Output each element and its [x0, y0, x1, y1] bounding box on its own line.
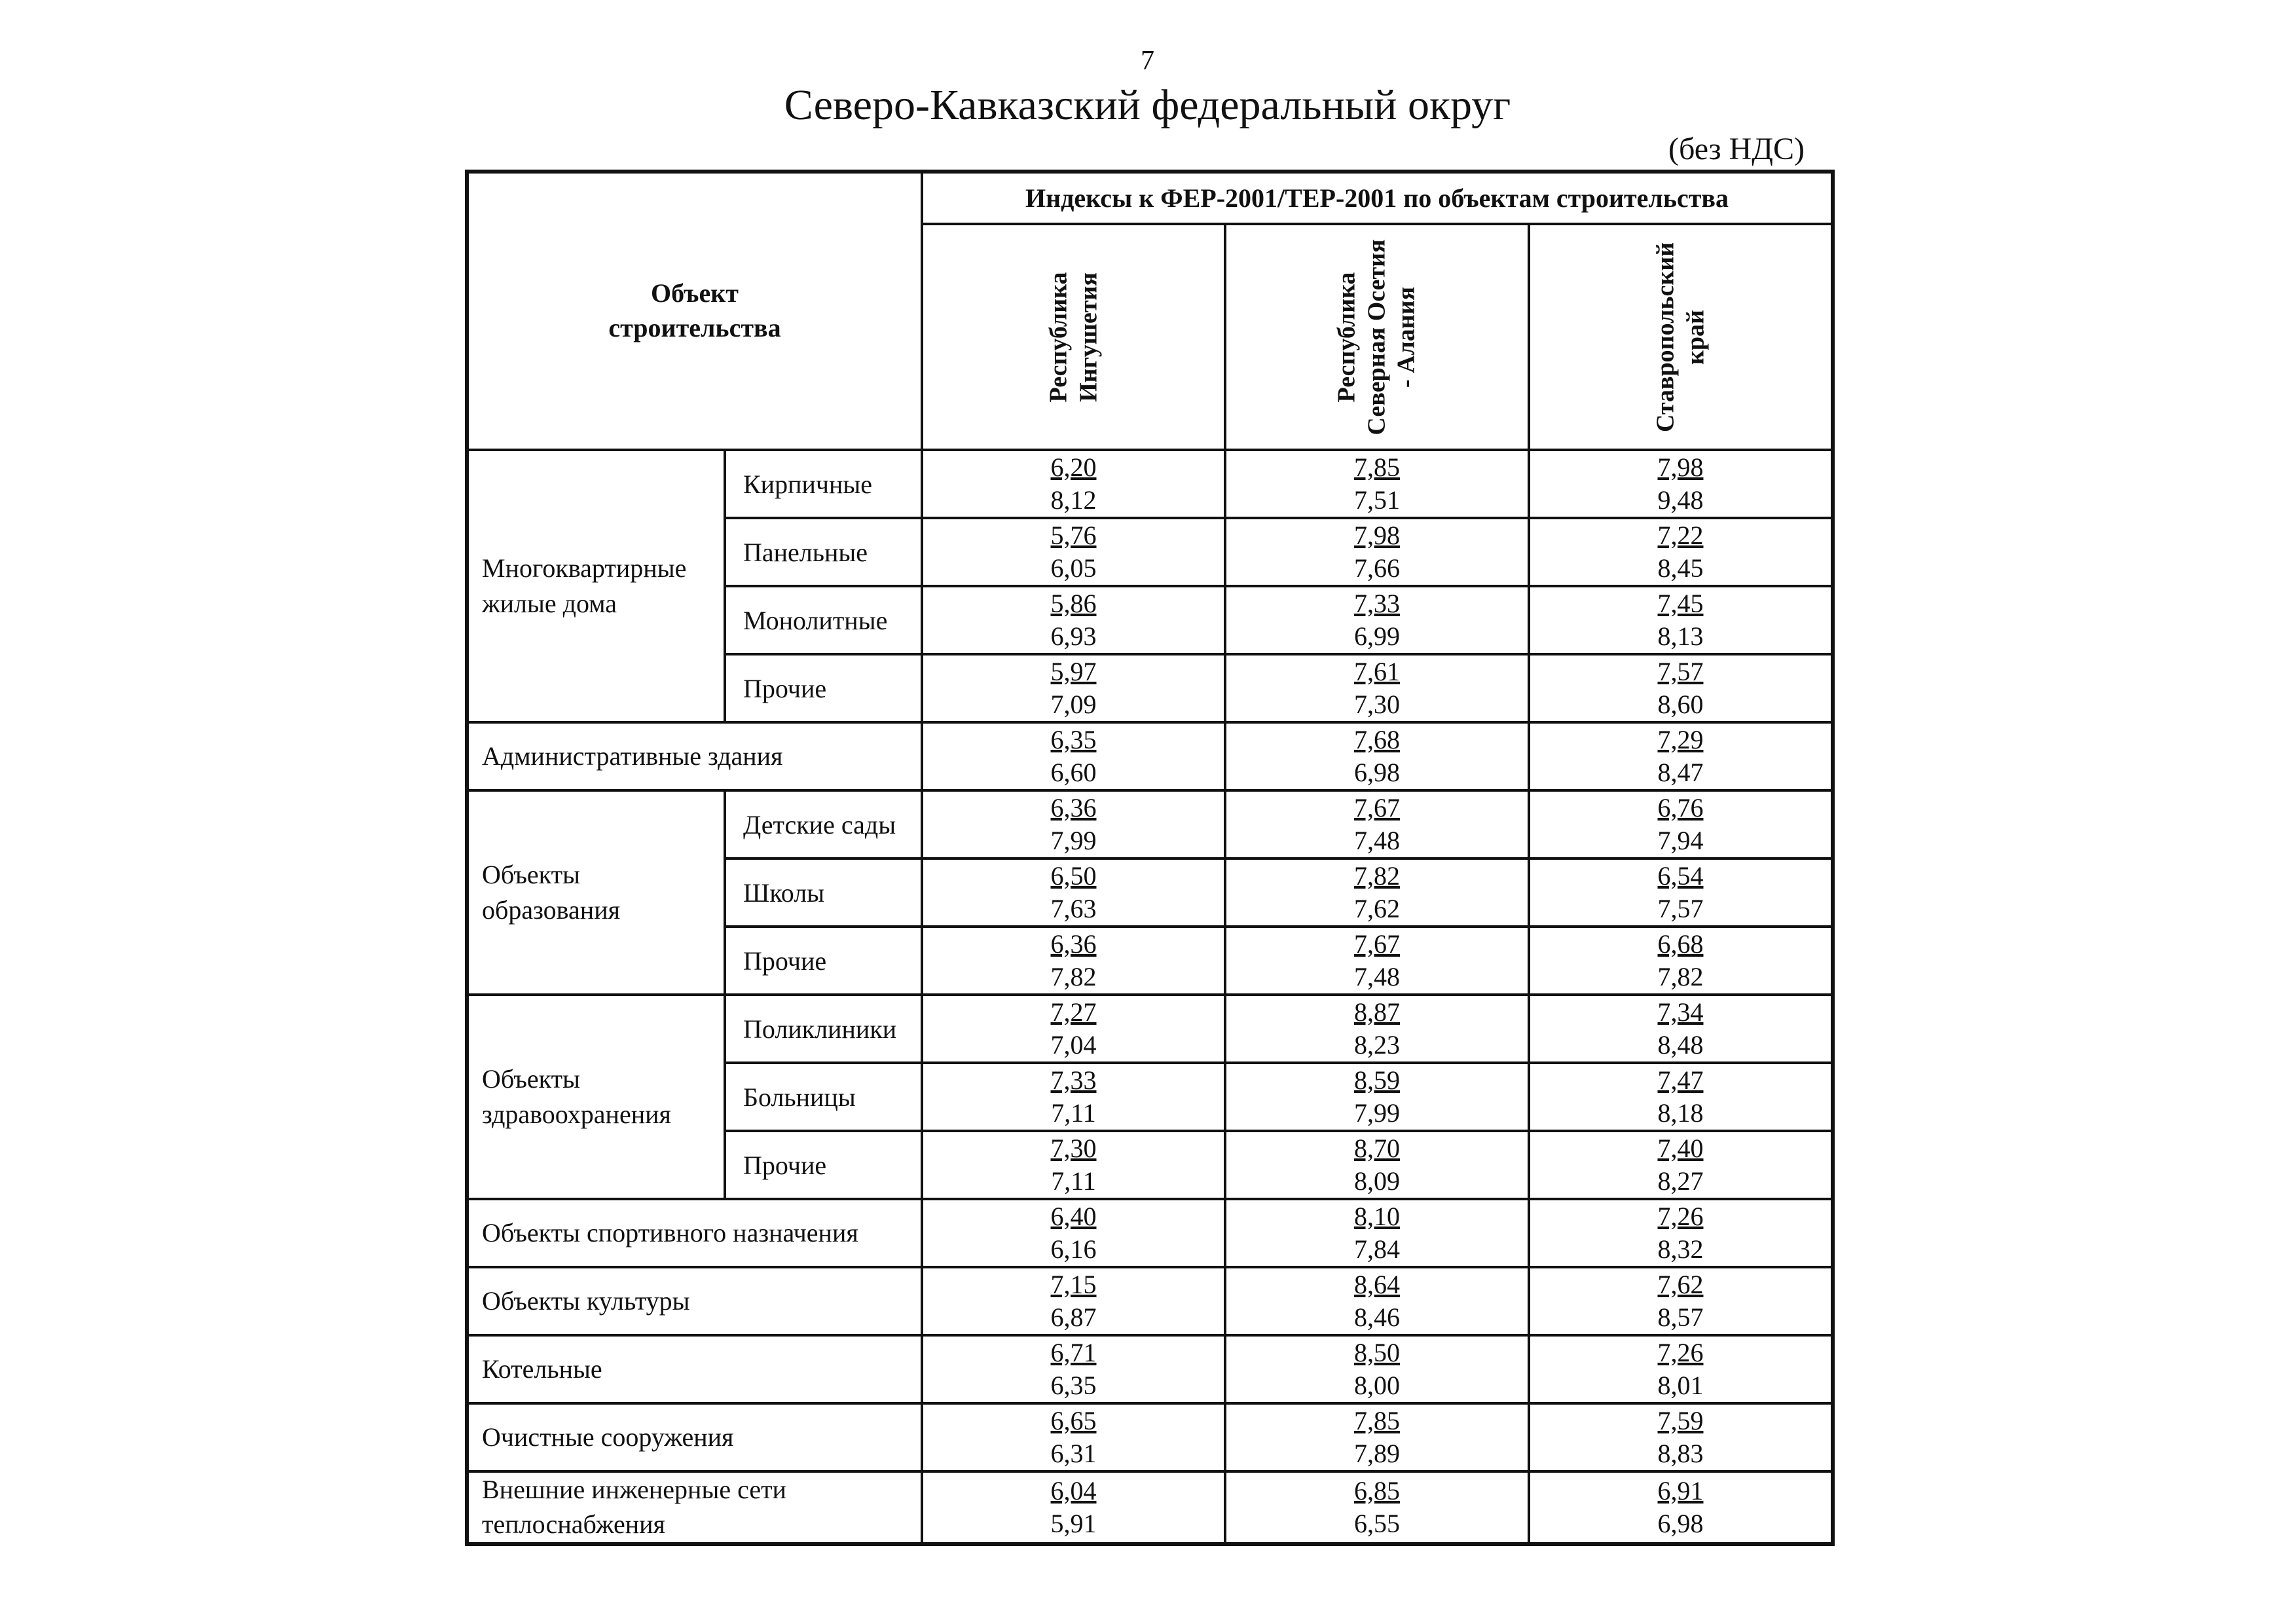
index-value-cell [922, 790, 1225, 858]
index-value-fer: 7,34 [1657, 997, 1704, 1027]
index-value-ter: 9,48 [1657, 485, 1704, 515]
index-value-ter: 6,87 [1050, 1302, 1097, 1332]
object-group-line: Многоквартирные [482, 553, 687, 583]
index-value-cell [922, 450, 1225, 518]
index-value-cell [1529, 1335, 1833, 1403]
index-value-cell [922, 858, 1225, 927]
index-value-ter: 8,12 [1050, 485, 1097, 515]
index-value-ter: 8,83 [1657, 1439, 1704, 1468]
index-value-fer: 8,50 [1354, 1338, 1400, 1367]
index-value-fer: 7,82 [1354, 861, 1400, 891]
index-value-cell [1225, 790, 1529, 858]
index-value-fer: 6,04 [1050, 1475, 1097, 1505]
index-value-ter: 7,66 [1354, 553, 1400, 583]
index-value-ter: 7,04 [1050, 1030, 1097, 1060]
index-value-ter: 6,16 [1050, 1234, 1097, 1264]
object-subtype-label: Больницы [725, 1063, 922, 1131]
index-value-fer: 6,40 [1050, 1202, 1097, 1231]
object-group-label [467, 722, 922, 790]
index-value-fer: 7,62 [1657, 1270, 1704, 1299]
index-value-ter: 8,32 [1657, 1234, 1704, 1264]
table-row [467, 722, 1833, 790]
object-group-label [467, 1403, 922, 1471]
index-value-cell [922, 1471, 1225, 1544]
index-value-fer: 7,67 [1354, 793, 1400, 822]
object-subtype-label: Поликлиники [725, 995, 922, 1063]
index-value-fer: 7,61 [1354, 657, 1400, 686]
index-value-ter: 7,89 [1354, 1439, 1400, 1468]
object-subtype-label: Прочие [725, 654, 922, 722]
index-value-ter: 8,18 [1657, 1098, 1704, 1128]
index-value-cell [1529, 1403, 1833, 1471]
index-value-ter: 7,30 [1354, 690, 1400, 719]
index-value-ter: 6,98 [1354, 758, 1400, 787]
object-group-line: Объекты [482, 1064, 580, 1094]
index-value-fer: 7,33 [1050, 1065, 1097, 1095]
index-value-ter: 6,55 [1354, 1508, 1400, 1538]
object-subtype-label: Детские сады [725, 790, 922, 858]
index-value-cell [1225, 995, 1529, 1063]
index-value-cell [1529, 790, 1833, 858]
index-value-fer: 7,85 [1354, 1406, 1400, 1435]
index-value-cell [1225, 450, 1529, 518]
index-value-fer: 7,45 [1657, 589, 1704, 618]
index-value-fer: 5,86 [1050, 589, 1097, 618]
object-group-line: образования [482, 895, 620, 925]
index-value-cell [1529, 927, 1833, 995]
index-value-ter: 8,47 [1657, 758, 1704, 787]
index-value-ter: 8,57 [1657, 1302, 1704, 1332]
index-value-ter: 8,48 [1657, 1030, 1704, 1060]
table-row [467, 1267, 1833, 1335]
index-value-fer: 7,40 [1657, 1134, 1704, 1163]
table-row [467, 1335, 1833, 1403]
index-value-fer: 7,59 [1657, 1406, 1704, 1435]
index-value-cell [1529, 1131, 1833, 1199]
index-value-fer: 7,33 [1354, 589, 1400, 618]
index-value-cell [922, 1063, 1225, 1131]
index-value-fer: 6,50 [1050, 861, 1097, 891]
index-value-fer: 6,71 [1050, 1338, 1097, 1367]
index-value-ter: 7,11 [1051, 1166, 1096, 1196]
object-subtype-label: Прочие [725, 1131, 922, 1199]
index-value-cell [1225, 1403, 1529, 1471]
index-value-ter: 6,93 [1050, 621, 1097, 651]
index-value-fer: 6,20 [1050, 452, 1097, 482]
index-value-ter: 8,27 [1657, 1166, 1704, 1196]
index-value-fer: 7,26 [1657, 1338, 1704, 1367]
object-subtype-label: Монолитные [725, 586, 922, 654]
index-value-cell [922, 1403, 1225, 1471]
object-group-line: Внешние инженерные сети [482, 1475, 786, 1504]
index-value-cell [922, 927, 1225, 995]
region-header [1225, 224, 1529, 450]
object-subtype-label: Панельные [725, 518, 922, 586]
index-value-cell [1529, 858, 1833, 927]
index-value-ter: 6,99 [1354, 621, 1400, 651]
object-group-line: Котельные [482, 1354, 602, 1384]
indices-header: Индексы к ФЕР-2001/ТЕР-2001 по объектам строительства [922, 172, 1833, 224]
index-value-cell [1529, 1199, 1833, 1267]
index-value-fer: 7,30 [1050, 1134, 1097, 1163]
index-value-ter: 6,31 [1050, 1439, 1097, 1468]
index-value-cell [1225, 927, 1529, 995]
index-value-fer: 7,68 [1354, 725, 1400, 754]
index-value-ter: 7,63 [1050, 894, 1097, 923]
object-group-label [467, 1335, 922, 1403]
index-value-fer: 7,29 [1657, 725, 1704, 754]
object-group-line: жилые дома [482, 589, 617, 618]
index-value-ter: 7,82 [1657, 962, 1704, 991]
index-value-cell [1225, 1267, 1529, 1335]
index-value-ter: 7,57 [1657, 894, 1704, 923]
index-value-fer: 6,91 [1657, 1475, 1704, 1505]
region-header [922, 224, 1225, 450]
object-group-line: теплоснабжения [482, 1509, 665, 1539]
index-value-cell [1529, 1267, 1833, 1335]
region-header-line: Ингушетия [1074, 272, 1102, 402]
index-value-ter: 7,48 [1354, 826, 1400, 855]
index-value-cell [1225, 1131, 1529, 1199]
index-value-fer: 7,47 [1657, 1065, 1704, 1095]
object-group-line: Объекты культуры [482, 1285, 690, 1316]
index-value-cell [1225, 722, 1529, 790]
index-value-ter: 8,13 [1657, 621, 1704, 651]
index-value-fer: 5,97 [1050, 657, 1097, 686]
index-value-fer: 7,15 [1050, 1270, 1097, 1299]
index-value-cell [922, 1199, 1225, 1267]
region-header [1529, 224, 1833, 450]
index-value-cell [922, 586, 1225, 654]
object-group-label [467, 790, 725, 995]
object-group-label [467, 1199, 922, 1267]
object-group-label [467, 1267, 922, 1335]
index-value-fer: 6,36 [1050, 929, 1097, 959]
index-value-ter: 7,09 [1050, 690, 1097, 719]
index-value-cell [1529, 722, 1833, 790]
index-value-ter: 8,00 [1354, 1371, 1400, 1400]
index-value-cell [1529, 654, 1833, 722]
index-value-ter: 6,98 [1657, 1508, 1704, 1538]
index-value-fer: 6,85 [1354, 1475, 1400, 1505]
region-header-line: Северная Осетия [1363, 238, 1391, 435]
index-value-ter: 8,45 [1657, 553, 1704, 583]
index-value-ter: 7,99 [1050, 826, 1097, 855]
region-header-line: Ставропольский [1651, 242, 1679, 432]
index-value-cell [1529, 1471, 1833, 1544]
index-value-cell [1225, 1471, 1529, 1544]
object-group-line: Объекты [482, 860, 580, 889]
index-value-fer: 7,85 [1354, 452, 1400, 482]
object-group-line: здравоохранения [482, 1099, 671, 1129]
index-value-cell [1225, 586, 1529, 654]
index-value-fer: 7,98 [1354, 521, 1400, 550]
index-value-ter: 8,09 [1354, 1166, 1400, 1196]
index-value-ter: 6,35 [1050, 1371, 1097, 1400]
index-value-ter: 8,01 [1657, 1371, 1704, 1400]
index-value-cell [1225, 518, 1529, 586]
object-subtype-label: Прочие [725, 927, 922, 995]
index-value-cell [1529, 1063, 1833, 1131]
vat-note: (без НДС) [1668, 132, 1805, 166]
region-header-line: Республика [1332, 272, 1361, 402]
index-value-fer: 8,70 [1354, 1134, 1400, 1163]
index-value-ter: 7,82 [1050, 962, 1097, 991]
page-number: 7 [1141, 46, 1154, 76]
index-value-ter: 7,84 [1354, 1234, 1400, 1264]
index-value-cell [922, 654, 1225, 722]
index-value-cell [922, 518, 1225, 586]
index-value-fer: 8,64 [1354, 1270, 1400, 1299]
region-header-line: - Алания [1392, 286, 1420, 388]
index-value-ter: 7,62 [1354, 894, 1400, 923]
index-value-cell [1529, 518, 1833, 586]
index-value-ter: 5,91 [1050, 1508, 1097, 1538]
table-row [467, 995, 1833, 1063]
index-value-fer: 7,22 [1657, 521, 1704, 550]
index-value-ter: 7,51 [1354, 485, 1400, 515]
index-table [465, 170, 1835, 1546]
index-value-fer: 7,67 [1354, 929, 1400, 959]
index-value-cell [1225, 858, 1529, 927]
region-header-line: край [1681, 309, 1709, 365]
object-group-line: Очистные сооружения [482, 1422, 734, 1452]
index-value-cell [1529, 995, 1833, 1063]
index-value-ter: 7,94 [1657, 826, 1704, 855]
table-row [467, 450, 1833, 518]
index-value-fer: 7,26 [1657, 1202, 1704, 1231]
index-value-fer: 6,54 [1657, 861, 1704, 891]
index-value-cell [1225, 1199, 1529, 1267]
table-row [467, 1471, 1833, 1544]
page-title: Северо-Кавказский федеральный округ [784, 81, 1511, 129]
index-value-ter: 8,23 [1354, 1030, 1400, 1060]
table-row [467, 1199, 1833, 1267]
table-row [467, 790, 1833, 858]
index-value-cell [1225, 654, 1529, 722]
index-value-fer: 8,10 [1354, 1202, 1400, 1231]
index-value-cell [1529, 586, 1833, 654]
index-value-ter: 7,48 [1354, 962, 1400, 991]
object-group-label [467, 1471, 922, 1544]
index-value-fer: 6,36 [1050, 793, 1097, 822]
object-group-label [467, 450, 725, 722]
index-value-fer: 5,76 [1050, 521, 1097, 550]
object-group-line: Объекты спортивного назначения [482, 1217, 858, 1247]
index-value-cell [922, 995, 1225, 1063]
index-value-cell [922, 1131, 1225, 1199]
object-group-label [467, 995, 725, 1199]
index-value-cell [922, 722, 1225, 790]
index-value-fer: 7,98 [1657, 452, 1704, 482]
table-row [467, 1403, 1833, 1471]
index-value-cell [922, 1335, 1225, 1403]
object-subtype-label: Школы [725, 858, 922, 927]
object-column-header: Объект строительства [467, 172, 922, 450]
index-value-fer: 7,27 [1050, 997, 1097, 1027]
index-value-ter: 6,60 [1050, 758, 1097, 787]
index-value-fer: 6,76 [1657, 793, 1704, 822]
index-value-cell [1225, 1335, 1529, 1403]
index-value-fer: 6,65 [1050, 1406, 1097, 1435]
index-value-fer: 7,57 [1657, 657, 1704, 686]
region-header-line: Республика [1044, 272, 1072, 402]
index-value-ter: 6,05 [1050, 553, 1097, 583]
index-value-ter: 7,99 [1354, 1098, 1400, 1128]
index-value-cell [1225, 1063, 1529, 1131]
index-value-fer: 8,59 [1354, 1065, 1400, 1095]
object-subtype-label: Кирпичные [725, 450, 922, 518]
index-value-cell [922, 1267, 1225, 1335]
index-value-fer: 6,35 [1050, 725, 1097, 754]
index-value-ter: 7,11 [1051, 1098, 1096, 1128]
index-value-ter: 8,60 [1657, 690, 1704, 719]
object-group-line: Административные здания [482, 741, 783, 771]
index-value-ter: 8,46 [1354, 1302, 1400, 1332]
index-value-cell [1529, 450, 1833, 518]
index-value-fer: 6,68 [1657, 929, 1704, 959]
index-value-fer: 8,87 [1354, 997, 1400, 1027]
